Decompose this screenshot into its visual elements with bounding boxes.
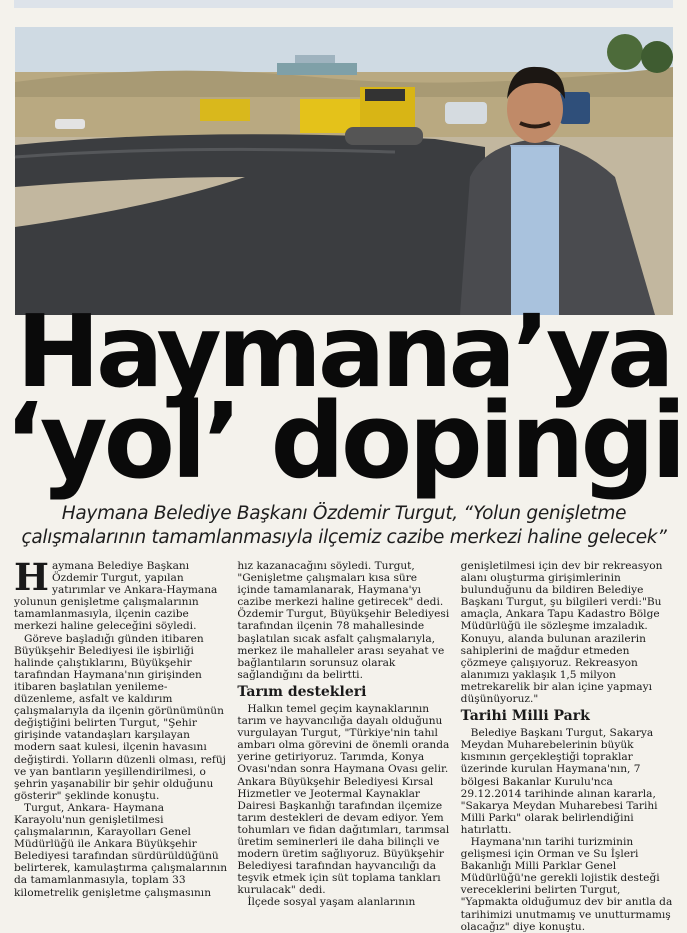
- car: [445, 102, 487, 124]
- paragraph: Haymana Belediye Başkanı Özdemir Turgut, yapılan yatırımlar ve Ankara-Haymana yolunun genişletme çalışmalarının tamamlanmasıyla, ilçenin cazibe merkezi haline geleceğini söyledi.: [14, 555, 218, 633]
- headline-line-2: ‘yol’ dopingi: [4, 380, 683, 502]
- top-strip: [14, 0, 673, 8]
- paragraph: Göreve başladığı günden itibaren Büyükşehir Belediyesi ile işbirliği halinde çalıştıklarını, Büyükşehir tarafından Haymana'nın girişinden itibaren başlatılan yenileme-düzenleme, asfalt ve kaldırım çalışmalarıyla da ilçenin görünümünün değiştiğini belirten Turgut, "Şehir girişinde vatandaşları karşılayan modern saat kulesi, ilçenin havasını değiştirdi. Yolların düzenli olması, refüj ve yan bantların yeşillendirilmesi, o şehrin yaşanabilir bir şehir olduğunu gösterir" şeklinde konuştu.: [14, 632, 226, 802]
- paragraph: İlçede sosyal yaşam alanlarının: [247, 896, 416, 909]
- paragraph: Halkın temel geçim kaynaklarının tarım ve hayvancılığa dayalı olduğunu vurgulayan Turgut, "Türkiye'nin tahıl ambarı olma görevini de önemli oranda yerine getiriyoruz. Tarımda, Konya Ovası'ndan sonra Haymana Ovası gelir. Ankara Büyükşehir Belediyesi Kırsal Hizmetler ve Jeotermal Kaynaklar Dairesi Başkanlığı tarafından ilçemize tarım destekleri de devam ediyor. Yem tohumları ve fidan dağıtımları, tarımsal üretim seminerleri ile daha bilinçli ve modern üretim sağlıyoruz. Büyükşehir Belediyesi tarafından hayvancılığı da teşvik etmek için süt toplama tankları kurulacak" dedi.: [237, 702, 450, 897]
- article-photo: [15, 27, 673, 315]
- section-heading: Tarım destekleri: [237, 683, 367, 700]
- subheadline: Haymana Belediye Başkanı Özdemir Turgut, “Yolun genişletme çalışmalarının tamamlanmasıyla ilçemiz cazibe merkezi haline gelecek”: [21, 503, 667, 548]
- column-2: [237, 560, 450, 909]
- paragraph: Haymana'nın tarihi turizminin gelişmesi için Orman ve Su İşleri Bakanlığı Milli Parklar Genel Müdürlüğü'ne gerekli lojistik desteği vereceklerini belirten Turgut, "Yapmakta olduğumuz dev bir anıtla da tarihimizi unutmamış ve unutturmamış olacağız" diye konuştu.: [460, 835, 673, 933]
- asphalt-road: [15, 134, 485, 315]
- paragraph: Belediye Başkanı Turgut, Sakarya Meydan Muharebelerinin büyük kısmının gerçekleştiği topraklar üzerinde kurulan Haymana'nın, 7 bölgesi Bakanlar Kurulu'nca 29.12.2014 tarihinde alınan kararla, "Sakarya Meydan Muharebesi Tarihi Milli Parkı" olarak belirlendiğini hatırlattı.: [460, 727, 658, 836]
- column-3: [460, 560, 674, 933]
- section-heading: Tarihi Milli Park: [460, 708, 590, 725]
- column-1: [14, 555, 228, 899]
- drop-cap: H: [14, 555, 49, 599]
- paragraph: Turgut, Ankara- Haymana Karayolu'nun genişletilmesi çalışmalarının, Karayolları Genel Müdürlüğü ile Ankara Büyükşehir Belediyesi tarafından sürdürüldüğünü belirterek, kamulaştırma çalışmalarının da tamamlanmasıyla, toplam 33 kilometrelik genişletme çalışmasının: [14, 801, 228, 899]
- article-body: [14, 555, 674, 933]
- headline-line-1: Haymana’ya: [16, 293, 671, 410]
- paragraph: hız kazanacağını söyledi. Turgut, "Genişletme çalışmaları kısa süre içinde tamamlanarak, Haymana'yı cazibe merkezi haline getirecek" dedi. Özdemir Turgut, Büyükşehir Belediyesi tarafından ilçenin 78 mahallesinde başlatılan sıcak asfalt çalışmalarıyla, merkez ile mahalleler arası seyahat ve bağlantıların sorunsuz olarak sağlandığını da belirtti.: [237, 560, 450, 681]
- paragraph: genişletilmesi için dev bir rekreasyon alanı oluşturma girişimlerinin bulunduğunu da bildiren Belediye Başkanı Turgut, şu bilgileri verdi:"Bu amaçla, Ankara Tapu Kadastro Bölge Müdürlüğü ile sözleşme imzaladık. Konuyu, alanda bulunan arazilerin sahiplerini de mağdur etmeden çözmeye çalışıyoruz. Rekreasyon alanımızı yaklaşık 1,5 milyon metrekarelik bir alan içine yapmayı düşünüyoruz.": [460, 560, 663, 706]
- road-construction-photo: [15, 27, 673, 315]
